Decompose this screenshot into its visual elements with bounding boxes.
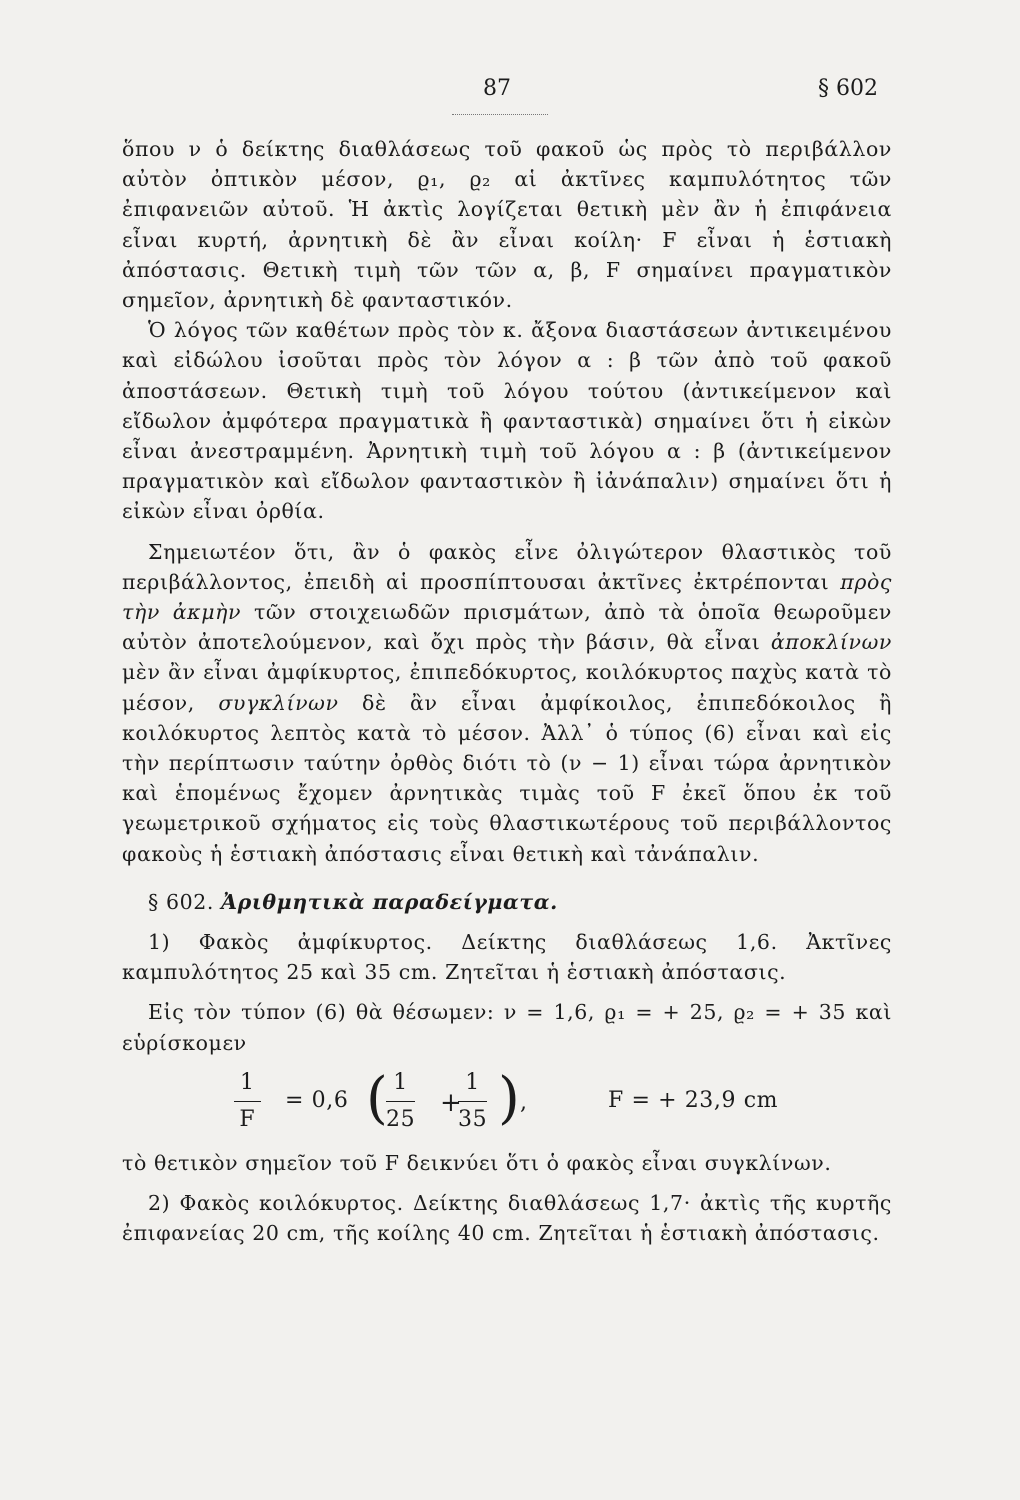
page-number: 87 (483, 76, 511, 101)
text-run: δὲ ἂν εἶναι ἀμφίκοιλος, ἐπιπεδόκοιλος ἢ κοιλόκυρτος λεπτὸς κατὰ τὸ μέσον. Ἀλλ᾽ ὁ τύπος (6) εἶναι καὶ εἰς τὴν περίπτωσιν ταύτην ὀρθὸς διότι τὸ (ν − 1) εἶναι τώρα ἀρνητικὸν καὶ ἑπομένως ἔχομεν ἀρνητικὰς τιμὰς τοῦ F ἐκεῖ ὅπου ἐκ τοῦ γεωμετρικοῦ σχήματος εἰς τοὺς θλαστικωτέρους τοῦ περιβάλλοντος φακοὺς ἡ ἑστιακὴ ἀπόστασις εἶναι θετικὴ καὶ τἀνάπαλιν. (122, 690, 892, 866)
denominator: F (239, 1107, 256, 1133)
numerator: 1 (386, 1068, 415, 1102)
text-run: τῶν στοιχειωδῶν πρισμάτων, ἀπὸ τὰ ὁποῖα θεωροῦμεν αὐτὸν ἀποτελούμενον, καὶ ὄχι πρὸς τὴν βάσιν, θὰ εἶναι (122, 600, 892, 655)
text-run: Σημειωτέον ὅτι, ἂν ὁ φακὸς εἶνε ὀλιγώτερον θλαστικὸς τοῦ περιβάλλοντος, ἐπειδὴ αἱ προσπίπτουσαι ἀκτῖνες ἐκτρέπονται (122, 539, 892, 594)
page-header (0, 76, 1020, 116)
fraction-one-over-25 (386, 1068, 415, 1135)
text-run: μὲν ἂν εἶναι ἀμφίκυρτος, ἐπιπεδόκυρτος, κοιλόκυρτος παχὺς κατὰ τὸ μέσον, (122, 660, 892, 715)
section-heading (122, 887, 892, 917)
denominator: 35 (458, 1107, 488, 1133)
header-rule (452, 114, 548, 115)
numerator: 1 (234, 1068, 261, 1102)
fraction-one-over-f (234, 1068, 261, 1135)
section-reference: § 602 (818, 76, 878, 101)
denominator: 25 (386, 1107, 416, 1133)
close-paren: ) (498, 1065, 521, 1131)
italic-term: ἀποκλίνων (770, 630, 892, 655)
fraction-one-over-35 (458, 1068, 487, 1135)
section-title: Ἀριθμητικὰ παραδείγματα. (221, 889, 558, 914)
lens-formula (122, 1064, 892, 1142)
section-number: § 602. (148, 889, 215, 914)
example-1-substitution: Εἰς τὸν τύπον (6) θὰ θέσωμεν: ν = 1,6, ϱ₁ = + 25, ϱ₂ = + 35 καὶ εὑρίσκομεν (122, 1000, 892, 1055)
example-2-statement: 2) Φακὸς κοιλόκυρτος. Δείκτης διαθλάσεως 1,7· ἀκτὶς τῆς κυρτῆς ἐπιφανείας 20 cm, τῆς κοίλης 40 cm. Ζητεῖται ἡ ἑστιακὴ ἀπόστασις. (122, 1191, 892, 1246)
conclusion-line: τὸ θετικὸν σημεῖον τοῦ F δεικνύει ὅτι ὁ φακὸς εἶναι συγκλίνων. (122, 1150, 832, 1175)
paragraph-diverging-note (122, 537, 892, 869)
italic-term: πρὸς τὴν ἀκμὴν (122, 569, 892, 625)
paragraph-ratio: Ὁ λόγος τῶν καθέτων πρὸς τὸν κ. ἄξονα διαστάσεων ἀντικειμένου καὶ εἰδώλου ἰσοῦται πρὸς τὸν λόγον α : β τῶν ἀπὸ τοῦ φακοῦ ἀποστάσεων. Θετικὴ τιμὴ τοῦ λόγου τούτου (ἀντικείμενον καὶ εἴδωλον ἀμφότερα πραγματικὰ ἢ φανταστικὰ) σημαίνει ὅτι ἡ εἰκὼν εἶναι ἀνεστραμμένη. Ἀρνητικὴ τιμὴ τοῦ λόγου α : β (ἀντικείμενον πραγματικὸν καὶ εἴδωλον φανταστικὸν ἢ ἰἀνάπαλιν) σημαίνει ὅτι ἡ εἰκὼν εἶναι ὀρθία. (122, 318, 892, 524)
formula-comma: , (520, 1089, 528, 1115)
page-body (122, 134, 892, 1249)
example-1-statement: 1) Φακὸς ἀμφίκυρτος. Δείκτης διαθλάσεως 1,6. Ἀκτῖνες καμπυλότητος 25 καὶ 35 cm. Ζητεῖται ἡ ἑστιακὴ ἀπόστασις. (122, 930, 892, 985)
plus-sign: + (440, 1087, 463, 1118)
paragraph-definitions: ὅπου ν ὁ δείκτης διαθλάσεως τοῦ φακοῦ ὡς πρὸς τὸ περιβάλλον αὐτὸν ὀπτικὸν μέσον, ϱ₁, ϱ₂ αἱ ἀκτῖνες καμπυλότητος τῶν ἐπιφανειῶν αὐτοῦ. Ἡ ἀκτὶς λογίζεται θετικὴ μὲν ἂν ἡ ἐπιφάνεια εἶναι κυρτή, ἀρνητικὴ δὲ ἂν εἶναι κοίλη· F εἶναι ἡ ἑστιακὴ ἀπόστασις. Θετικὴ τιμὴ τῶν τῶν α, β, F σημαίνει πραγματικὸν σημεῖον, ἀρνητικὴ δὲ φανταστικόν. (122, 137, 892, 313)
italic-term: συγκλίνων (218, 690, 339, 715)
formula-result: F = + 23,9 cm (608, 1087, 779, 1113)
open-paren: ( (366, 1065, 389, 1131)
numerator: 1 (458, 1068, 487, 1102)
equals-coefficient: = 0,6 (285, 1087, 349, 1113)
